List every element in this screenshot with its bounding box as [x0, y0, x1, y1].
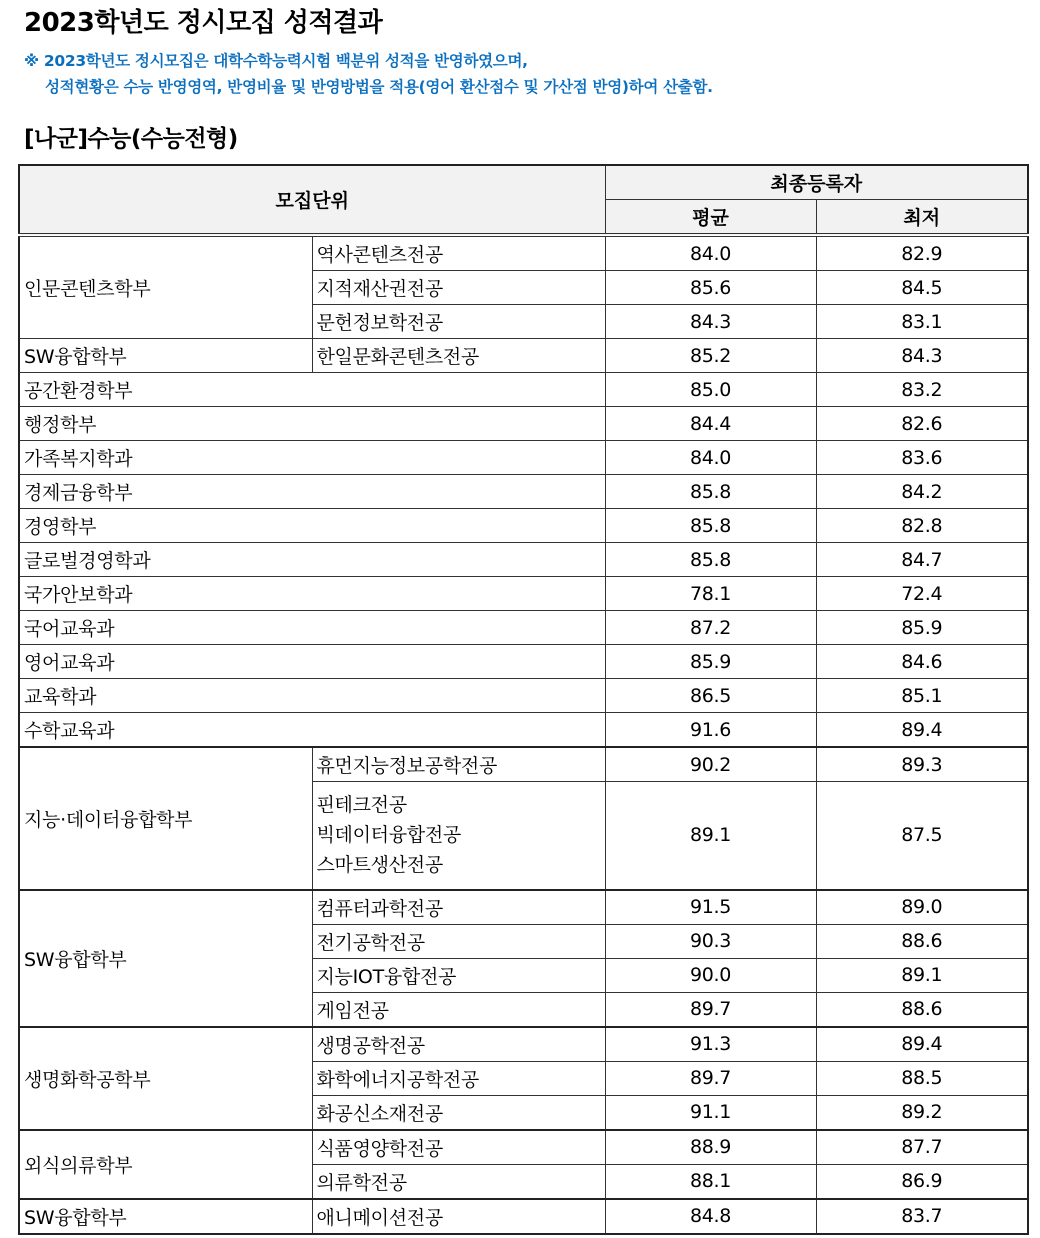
group-cell: 공간환경학부: [19, 373, 605, 407]
major-cell: 화학에너지공학전공: [312, 1061, 605, 1095]
major-cell: 지적재산권전공: [312, 271, 605, 305]
table-row: [19, 339, 1028, 373]
table-row: [19, 441, 1028, 475]
avg-cell: 85.0: [605, 373, 816, 407]
min-cell: 87.5: [816, 782, 1028, 890]
min-cell: 84.6: [816, 645, 1028, 679]
min-cell: 89.4: [816, 713, 1028, 748]
table-row: [19, 373, 1028, 407]
avg-cell: 85.8: [605, 509, 816, 543]
min-cell: 82.8: [816, 509, 1028, 543]
avg-cell: 85.6: [605, 271, 816, 305]
avg-cell: 90.0: [605, 958, 816, 992]
avg-cell: 86.5: [605, 679, 816, 713]
major-cell: 애니메이션전공: [312, 1199, 605, 1234]
min-cell: 84.7: [816, 543, 1028, 577]
min-cell: 84.5: [816, 271, 1028, 305]
header-row-1: [19, 165, 1028, 200]
group-cell: 국어교육과: [19, 611, 605, 645]
min-cell: 83.7: [816, 1199, 1028, 1234]
min-cell: 88.6: [816, 992, 1028, 1027]
min-cell: 89.1: [816, 958, 1028, 992]
group-cell: 생명화학공학부: [19, 1027, 312, 1130]
group-cell: SW융합학부: [19, 890, 312, 1027]
table-row: [19, 475, 1028, 509]
table-row: [19, 713, 1028, 748]
min-cell: 86.9: [816, 1164, 1028, 1199]
avg-cell: 91.5: [605, 890, 816, 925]
min-cell: 82.6: [816, 407, 1028, 441]
table-row: [19, 890, 1028, 925]
avg-cell: 84.0: [605, 441, 816, 475]
table-row: [19, 407, 1028, 441]
section-title: [나군]수능(수능전형): [24, 126, 238, 152]
min-cell: 72.4: [816, 577, 1028, 611]
table-row: [19, 611, 1028, 645]
group-cell: SW융합학부: [19, 1199, 312, 1234]
major-line: 스마트생산전공: [316, 854, 443, 877]
table-row: [19, 543, 1028, 577]
major-cell: 휴먼지능정보공학전공: [312, 747, 605, 782]
major-cell: 컴퓨터과학전공: [312, 890, 605, 925]
avg-cell: 85.2: [605, 339, 816, 373]
min-cell: 83.6: [816, 441, 1028, 475]
avg-cell: 89.7: [605, 1061, 816, 1095]
major-cell: 지능IOT융합전공: [312, 958, 605, 992]
table-row: [19, 509, 1028, 543]
table-row: [19, 1027, 1028, 1062]
min-cell: 85.1: [816, 679, 1028, 713]
min-cell: 89.0: [816, 890, 1028, 925]
notice-line-2: 성적현황은 수능 반영영역, 반영비율 및 반영방법을 적용(영어 환산점수 및 가산점 반영)하여 산출함.: [45, 78, 713, 96]
avg-cell: 84.0: [605, 235, 816, 271]
avg-cell: 85.8: [605, 475, 816, 509]
group-cell: 지능·데이터융합학부: [19, 747, 312, 890]
avg-cell: 91.3: [605, 1027, 816, 1062]
min-cell: 85.9: [816, 611, 1028, 645]
table-row: [19, 747, 1028, 782]
group-cell: 경영학부: [19, 509, 605, 543]
avg-cell: 91.6: [605, 713, 816, 748]
min-cell: 84.2: [816, 475, 1028, 509]
major-cell: 한일문화콘텐츠전공: [312, 339, 605, 373]
min-cell: 87.7: [816, 1130, 1028, 1165]
avg-cell: 85.8: [605, 543, 816, 577]
avg-cell: 87.2: [605, 611, 816, 645]
table-row: [19, 645, 1028, 679]
major-line: 핀테크전공: [316, 794, 407, 817]
notice: [24, 48, 713, 100]
avg-cell: 84.3: [605, 305, 816, 339]
avg-cell: 78.1: [605, 577, 816, 611]
major-line: 빅데이터융합전공: [316, 824, 461, 847]
min-cell: 88.5: [816, 1061, 1028, 1095]
group-cell: 국가안보학과: [19, 577, 605, 611]
group-cell: 교육학과: [19, 679, 605, 713]
min-cell: 84.3: [816, 339, 1028, 373]
table-row: [19, 577, 1028, 611]
group-cell: 글로벌경영학과: [19, 543, 605, 577]
avg-cell: 89.1: [605, 782, 816, 890]
major-cell: 게임전공: [312, 992, 605, 1027]
group-cell: 외식의류학부: [19, 1130, 312, 1199]
avg-cell: 88.9: [605, 1130, 816, 1165]
notice-line-1: ※ 2023학년도 정시모집은 대학수학능력시험 백분위 성적을 반영하였으며,: [24, 52, 528, 70]
table-row: [19, 1130, 1028, 1165]
header-minimum: 최저: [816, 200, 1028, 236]
major-cell: 전기공학전공: [312, 924, 605, 958]
major-cell: 의류학전공: [312, 1164, 605, 1199]
avg-cell: 90.2: [605, 747, 816, 782]
min-cell: 89.2: [816, 1095, 1028, 1130]
header-final-registrants: 최종등록자: [605, 165, 1028, 200]
table-row: [19, 679, 1028, 713]
results-table: [18, 164, 1029, 1235]
group-cell: 수학교육과: [19, 713, 605, 748]
major-cell-multi: [312, 782, 605, 890]
major-cell: 생명공학전공: [312, 1027, 605, 1062]
header-average: 평균: [605, 200, 816, 236]
major-cell: 식품영양학전공: [312, 1130, 605, 1165]
min-cell: 88.6: [816, 924, 1028, 958]
avg-cell: 89.7: [605, 992, 816, 1027]
avg-cell: 90.3: [605, 924, 816, 958]
avg-cell: 88.1: [605, 1164, 816, 1199]
avg-cell: 85.9: [605, 645, 816, 679]
avg-cell: 84.4: [605, 407, 816, 441]
avg-cell: 84.8: [605, 1199, 816, 1234]
major-cell: 역사콘텐츠전공: [312, 235, 605, 271]
min-cell: 82.9: [816, 235, 1028, 271]
group-cell: 영어교육과: [19, 645, 605, 679]
table-row: [19, 235, 1028, 271]
page-title: 2023학년도 정시모집 성적결과: [24, 8, 383, 38]
avg-cell: 91.1: [605, 1095, 816, 1130]
major-cell: 문헌정보학전공: [312, 305, 605, 339]
min-cell: 83.2: [816, 373, 1028, 407]
group-cell: 가족복지학과: [19, 441, 605, 475]
min-cell: 83.1: [816, 305, 1028, 339]
group-cell: 인문콘텐츠학부: [19, 235, 312, 339]
major-cell: 화공신소재전공: [312, 1095, 605, 1130]
group-cell: SW융합학부: [19, 339, 312, 373]
min-cell: 89.3: [816, 747, 1028, 782]
table-row: [19, 1199, 1028, 1234]
min-cell: 89.4: [816, 1027, 1028, 1062]
group-cell: 행정학부: [19, 407, 605, 441]
header-unit: 모집단위: [19, 165, 605, 235]
group-cell: 경제금융학부: [19, 475, 605, 509]
